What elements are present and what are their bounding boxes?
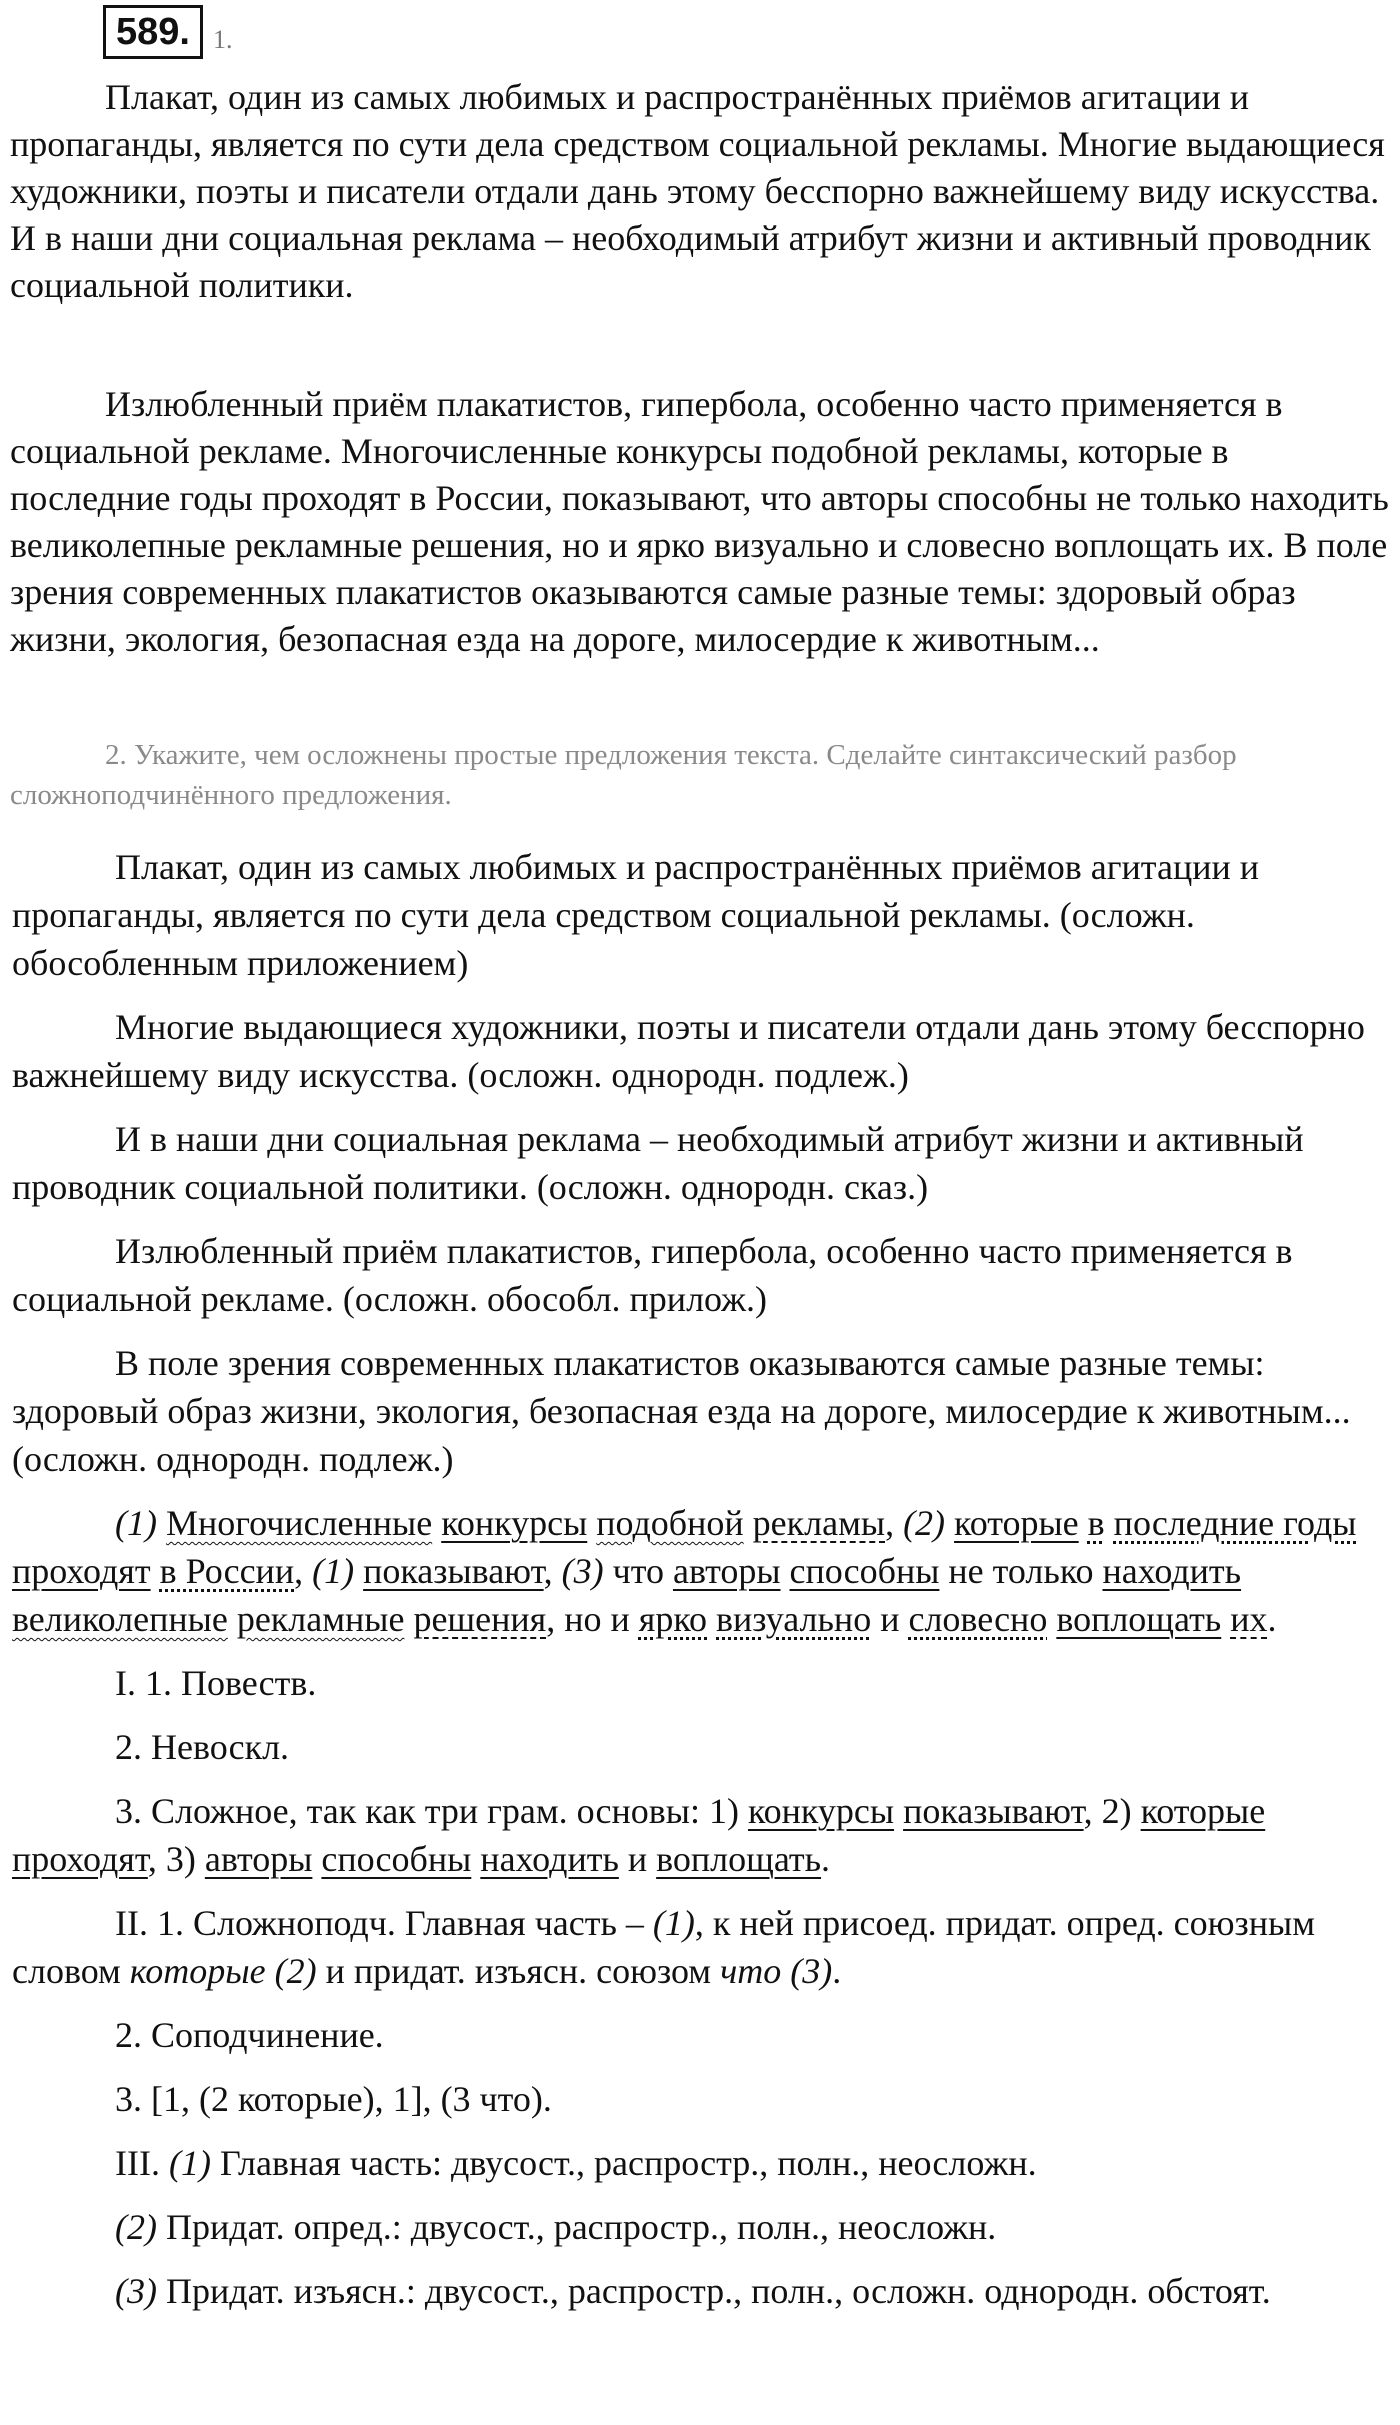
word-subject: авторы	[672, 1551, 781, 1591]
analysis-i3: 3. Сложное, так как три грам. основы: 1) конкурсы показывают, 2) которые проходят, 3) авторы способны находить и воплощать.	[12, 1791, 1266, 1879]
answer-5: В поле зрения современных плакатистов оказываются самые разные темы: здоровый образ жизни, экология, безопасная езда на дороге, милосердие к животным... (осложн. однородн. подлеж.)	[12, 1343, 1351, 1479]
exercise-number: 589.	[103, 5, 203, 59]
answers-list	[12, 843, 1392, 2315]
word-attribute: подобной	[596, 1503, 744, 1543]
part-marker: (1)	[168, 2143, 211, 2183]
word-object: их	[1230, 1599, 1268, 1639]
part-marker: (3)	[561, 1551, 604, 1591]
word-conjunction: не только	[948, 1551, 1094, 1591]
word-attribute: Многочисленные	[165, 1503, 433, 1543]
analysis-iii1	[12, 2139, 1392, 2187]
word-conjunction: и	[880, 1599, 900, 1639]
word-object: решения	[413, 1599, 547, 1639]
part-marker: (1)	[652, 1903, 695, 1943]
analysis-text: Главная часть: двусост., распростр., полн., неосложн.	[219, 2143, 1037, 2183]
analysis-text: , к ней присоед. придат. опред. союзным словом	[12, 1903, 1316, 1991]
word-subject: конкурсы	[747, 1791, 895, 1831]
part-marker: (2)	[903, 1503, 946, 1543]
word-predicate: воплощать	[1056, 1599, 1222, 1639]
part-marker: что (3)	[720, 1951, 833, 1991]
word-subject: конкурсы	[441, 1503, 588, 1543]
analysis-text: и придат. изъясн. союзом	[325, 1951, 712, 1991]
answer-2: Многие выдающиеся художники, поэты и писатели отдали дань этому бесспорно важнейшему виду искусства. (осложн. однородн. подлеж.)	[12, 1007, 1365, 1095]
word-adverbial: словесно	[908, 1599, 1048, 1639]
word-adverbial: в	[1087, 1503, 1105, 1543]
word-predicate: проходят	[12, 1839, 148, 1879]
word-predicate: находить	[1102, 1551, 1242, 1591]
source-text	[10, 74, 1390, 309]
analysis-ii3: 3. [1, (2 которые), 1], (3 что).	[115, 2079, 552, 2119]
source-text-2	[10, 381, 1390, 663]
exercise-header	[103, 3, 232, 59]
word-predicate: способны	[321, 1839, 472, 1879]
analysis-ii1: II. 1. Сложноподч. Главная часть – (1), к ней присоед. придат. опред. союзным словом которые (2) и придат. изъясн. союзом что (3).	[12, 1903, 1316, 1991]
analysis-text: и	[627, 1839, 648, 1879]
word-adverbial: в России	[159, 1551, 295, 1591]
word-predicate: проходят	[12, 1551, 151, 1591]
analysis-text: 2)	[1101, 1791, 1132, 1831]
word-subject: которые	[1140, 1791, 1266, 1831]
part-marker: (2)	[115, 2207, 157, 2247]
word-object: рекламы	[752, 1503, 886, 1543]
analysis-text: II. 1. Сложноподч. Главная часть –	[115, 1903, 644, 1943]
word-adverbial: последние годы	[1113, 1503, 1357, 1543]
analysis-text: 3)	[165, 1839, 196, 1879]
analysis-text: 3. Сложное, так как три грам. основы: 1)	[115, 1791, 739, 1831]
word-adverbial: визуально	[716, 1599, 872, 1639]
text-paragraph-2: Излюбленный приём плакатистов, гипербола, особенно часто применяется в социальной рекламе. Многочисленные конкурсы подобной рекламы, которые в последние годы проходят в России, показывают, что авторы способны не только находить великолепные рекламные решения, но и ярко визуально и словесно воплощать их. В поле зрения современных плакатистов оказываются самые разные темы: здоровый образ жизни, экология, безопасная езда на дороге, милосердие к животным...	[10, 384, 1389, 659]
part-marker: (1)	[115, 1503, 157, 1543]
word-predicate: показывают	[363, 1551, 544, 1591]
analysis-ii2: 2. Соподчинение.	[115, 2015, 384, 2055]
answer-3: И в наши дни социальная реклама – необходимый атрибут жизни и активный проводник социальной политики. (осложн. однородн. сказ.)	[12, 1119, 1304, 1207]
word-predicate: находить	[480, 1839, 619, 1879]
analysis-text: Придат. изъясн.: двусост., распростр., полн., осложн. однородн. обстоят.	[165, 2271, 1271, 2311]
parsed-sentence: (1) Многочисленные конкурсы подобной рекламы, (2) которые в последние годы проходят в России, (1) показывают, (3) что авторы способны не только находить великолепные рекламные решения, но и ярко визуально и словесно воплощать их.	[12, 1503, 1357, 1639]
analysis-iii2	[12, 2203, 1392, 2251]
word-attribute: великолепные	[12, 1599, 228, 1639]
analysis-text: Придат. опред.: двусост., распростр., полн., неосложн.	[165, 2207, 997, 2247]
word-predicate: воплощать	[656, 1839, 822, 1879]
answer-4: Излюбленный приём плакатистов, гипербола, особенно часто применяется в социальной рекламе. (осложн. обособл. прилож.)	[12, 1231, 1293, 1319]
answer-1: Плакат, один из самых любимых и распространённых приёмов агитации и пропаганды, является по сути дела средством социальной рекламы. (осложн. обособленным приложением)	[12, 847, 1260, 983]
word-predicate: способны	[789, 1551, 940, 1591]
word-attribute: рекламные	[236, 1599, 405, 1639]
exercise-sublabel: 1.	[212, 25, 233, 54]
word-subject: авторы	[204, 1839, 313, 1879]
text-paragraph-1: Плакат, один из самых любимых и распространённых приёмов агитации и пропаганды, является по сути дела средством социальной рекламы. Многие выдающиеся художники, поэты и писатели отдали дань этому бесспорно важнейшему виду искусства. И в наши дни социальная реклама – необходимый атрибут жизни и активный проводник социальной политики.	[10, 77, 1385, 305]
word-subject: которые	[954, 1503, 1079, 1543]
word-predicate: показывают	[903, 1791, 1084, 1831]
analysis-i1: I. 1. Повеств.	[115, 1663, 317, 1703]
part-marker: (1)	[312, 1551, 355, 1591]
task-instruction: 2. Укажите, чем осложнены простые предложения текста. Сделайте синтаксический разбор сложноподчинённого предложения.	[10, 739, 1237, 811]
analysis-i2: 2. Невоскл.	[115, 1727, 290, 1767]
analysis-text: III.	[115, 2143, 160, 2183]
part-marker: которые (2)	[129, 1951, 317, 1991]
word-conjunction: но и	[564, 1599, 630, 1639]
analysis-iii3	[12, 2267, 1392, 2315]
word-adverbial: ярко	[638, 1599, 707, 1639]
part-marker: (3)	[115, 2271, 157, 2311]
word-conjunction: что	[612, 1551, 664, 1591]
